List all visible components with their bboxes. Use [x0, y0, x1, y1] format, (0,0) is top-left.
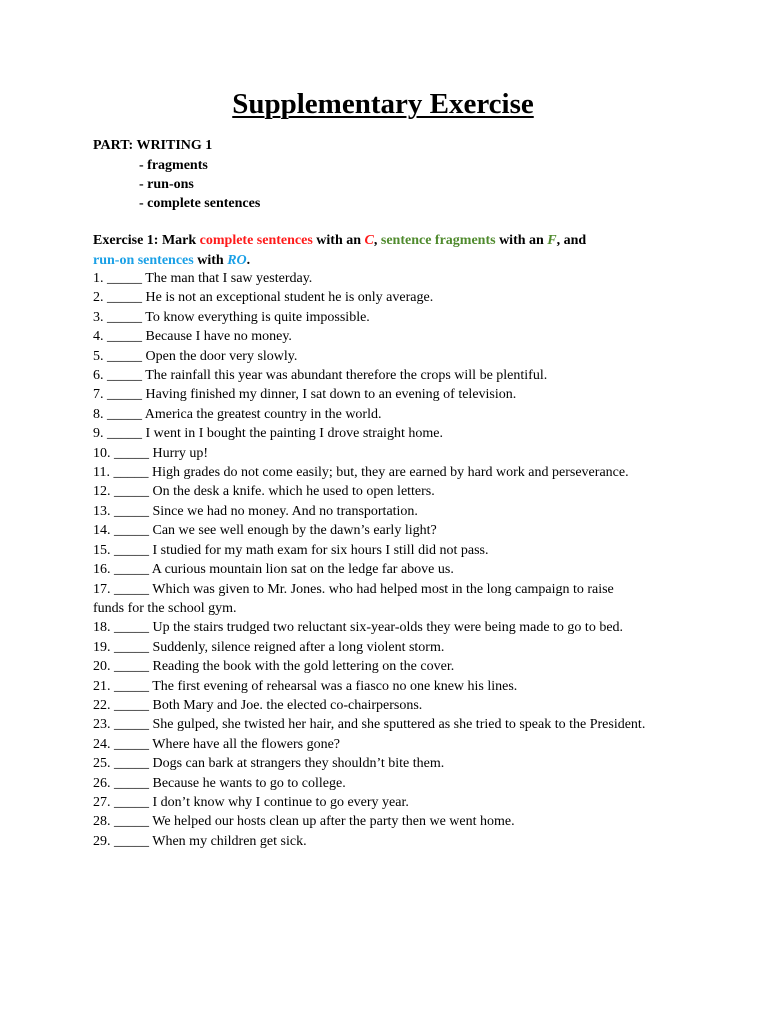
item-sentence: I went in I bought the painting I drove straight home. [145, 426, 443, 442]
part-topic: - fragments [139, 158, 208, 173]
c-mark: C [364, 233, 374, 248]
item-number: 19. [93, 639, 111, 655]
item-sentence: Both Mary and Joe. the elected co-chairpersons. [152, 697, 423, 713]
item-sentence: Can we see well enough by the dawn’s early light? [152, 523, 437, 539]
item-sentence: Dogs can bark at strangers they shouldn’t bite them. [152, 756, 445, 772]
item-number: 16. [93, 562, 111, 578]
with-an-text: with an [312, 233, 365, 248]
item-number: 24. [93, 736, 111, 752]
comma-text: , [373, 233, 381, 248]
item-number: 25. [93, 756, 111, 772]
exercise-item [93, 541, 713, 560]
item-sentence: The man that I saw yesterday. [145, 271, 313, 286]
answer-blank: _____ [114, 794, 149, 810]
item-number: 10. [93, 445, 111, 461]
item-sentence: High grades do not come easily; but, they are earned by hard work and perseverance. [151, 465, 629, 481]
exercise-item [93, 463, 713, 482]
item-sentence: Hurry up! [152, 445, 209, 461]
answer-blank: _____ [114, 678, 149, 694]
and-text: , and [556, 233, 587, 248]
exercise-item [93, 269, 713, 288]
exercise-item [93, 657, 713, 676]
answer-blank: _____ [114, 503, 149, 519]
exercise-item [93, 521, 713, 540]
item-sentence: He is not an exceptional student he is only average. [145, 290, 434, 306]
answer-blank: _____ [114, 523, 149, 539]
with-text: with [193, 252, 228, 268]
item-number: 9. [93, 426, 104, 442]
answer-blank: _____ [114, 833, 149, 849]
answer-blank: _____ [114, 620, 149, 636]
with-an-text: with an [495, 233, 548, 248]
exercise-item [93, 812, 713, 831]
exercise-item [93, 327, 713, 346]
item-sentence: Open the door very slowly. [145, 348, 298, 364]
item-sentence: Because I have no money. [145, 329, 292, 345]
answer-blank: _____ [114, 562, 149, 578]
item-number: 17. [93, 581, 111, 597]
exercise-item [93, 424, 713, 443]
exercise-item-list [93, 269, 713, 851]
answer-blank: _____ [114, 697, 149, 713]
exercise-item [93, 754, 713, 773]
answer-blank: _____ [114, 814, 149, 830]
exercise-instructions [93, 231, 693, 270]
exercise-item [93, 385, 713, 404]
answer-blank: _____ [114, 717, 149, 733]
exercise-item [93, 832, 713, 851]
exercise-label: Exercise 1: Mark [93, 233, 200, 248]
item-number: 14. [93, 523, 111, 539]
instructions-line-1 [93, 231, 693, 251]
exercise-item [93, 580, 713, 619]
exercise-item [93, 618, 713, 637]
item-sentence: To know everything is quite impossible. [145, 309, 370, 325]
answer-blank: _____ [114, 445, 149, 461]
answer-blank: _____ [107, 329, 142, 345]
answer-blank: _____ [114, 639, 149, 655]
item-number: 29. [93, 833, 111, 849]
item-sentence: When my children get sick. [152, 833, 307, 849]
item-sentence-continuation: funds for the school gym. [93, 600, 237, 616]
answer-blank: _____ [107, 271, 142, 286]
exercise-item [93, 677, 713, 696]
item-number: 21. [93, 678, 111, 694]
exercise-item [93, 308, 713, 327]
item-number: 13. [93, 503, 111, 519]
exercise-item [93, 347, 713, 366]
sentence-fragments-term: sentence fragments [380, 233, 496, 248]
part-topic: - run-ons [139, 177, 194, 192]
item-number: 2. [93, 290, 104, 306]
exercise-item [93, 696, 713, 715]
item-number: 20. [93, 659, 111, 675]
item-number: 15. [93, 542, 111, 558]
answer-blank: _____ [114, 775, 149, 791]
answer-blank: _____ [107, 309, 142, 325]
item-number: 26. [93, 775, 111, 791]
item-number: 22. [93, 697, 111, 713]
item-number: 8. [93, 406, 104, 422]
item-sentence: The first evening of rehearsal was a fiasco no one knew his lines. [152, 678, 518, 694]
item-sentence: Where have all the flowers gone? [152, 736, 340, 752]
answer-blank: _____ [107, 426, 142, 442]
answer-blank: _____ [107, 368, 142, 384]
answer-blank: _____ [107, 348, 142, 364]
exercise-item [93, 444, 713, 463]
exercise-item [93, 405, 713, 424]
exercise-item [93, 735, 713, 754]
item-sentence: I studied for my math exam for six hours I still did not pass. [152, 542, 489, 558]
part-topic-list [139, 156, 260, 213]
part-topic: - complete sentences [139, 196, 261, 211]
instructions-line-2 [93, 251, 693, 271]
item-sentence: We helped our hosts clean up after the party then we went home. [152, 814, 515, 830]
complete-sentences-term: complete sentences [199, 233, 313, 248]
item-number: 23. [93, 717, 111, 733]
exercise-item [93, 560, 713, 579]
answer-blank: _____ [114, 581, 149, 597]
item-number: 3. [93, 309, 104, 325]
item-number: 7. [93, 387, 104, 403]
exercise-item [93, 288, 713, 307]
item-sentence: A curious mountain lion sat on the ledge far above us. [151, 562, 454, 578]
exercise-item [93, 502, 713, 521]
item-sentence: On the desk a knife. which he used to open letters. [152, 484, 435, 500]
answer-blank: _____ [107, 387, 142, 403]
page-title: Supplementary Exercise [232, 88, 534, 120]
item-number: 11. [93, 465, 110, 481]
answer-blank: _____ [107, 290, 142, 306]
f-mark: F [547, 233, 557, 248]
item-number: 4. [93, 329, 104, 345]
exercise-item [93, 482, 713, 501]
item-number: 5. [93, 348, 104, 364]
exercise-item [93, 774, 713, 793]
item-sentence: Up the stairs trudged two reluctant six-year-olds they were being made to go to bed. [152, 620, 624, 636]
item-number: 6. [93, 368, 104, 384]
answer-blank: _____ [114, 542, 149, 558]
exercise-item [93, 638, 713, 657]
item-sentence: Having finished my dinner, I sat down to an evening of television. [145, 387, 517, 403]
item-sentence: Because he wants to go to college. [152, 775, 346, 791]
item-sentence: Reading the book with the gold lettering on the cover. [152, 659, 455, 675]
item-sentence: Which was given to Mr. Jones. who had helped most in the long campaign to raise [152, 581, 614, 597]
exercise-item [93, 366, 713, 385]
item-sentence: I don’t know why I continue to go every year. [152, 794, 409, 810]
item-sentence: She gulped, she twisted her hair, and she sputtered as she tried to speak to the President. [152, 717, 646, 733]
ro-mark: RO [227, 252, 247, 268]
answer-blank: _____ [114, 756, 149, 772]
answer-blank: _____ [114, 484, 149, 500]
run-on-sentences-term: run-on sentences [93, 252, 194, 268]
answer-blank: _____ [113, 465, 149, 481]
answer-blank: _____ [114, 736, 149, 752]
exercise-item [93, 793, 713, 812]
part-heading: PART: WRITING 1 [93, 138, 213, 153]
exercise-item [93, 715, 713, 734]
item-number: 27. [93, 794, 111, 810]
item-number: 28. [93, 814, 111, 830]
item-number: 18. [93, 620, 111, 636]
item-number: 12. [93, 484, 111, 500]
item-sentence: America the greatest country in the world. [144, 406, 382, 422]
answer-blank: _____ [114, 659, 149, 675]
item-sentence: Since we had no money. And no transportation. [152, 503, 418, 519]
item-sentence: Suddenly, silence reigned after a long violent storm. [152, 639, 445, 655]
period-text: . [246, 252, 251, 268]
answer-blank: _____ [107, 406, 142, 422]
item-sentence: The rainfall this year was abundant therefore the crops will be plentiful. [145, 368, 548, 384]
item-number: 1. [93, 271, 104, 286]
